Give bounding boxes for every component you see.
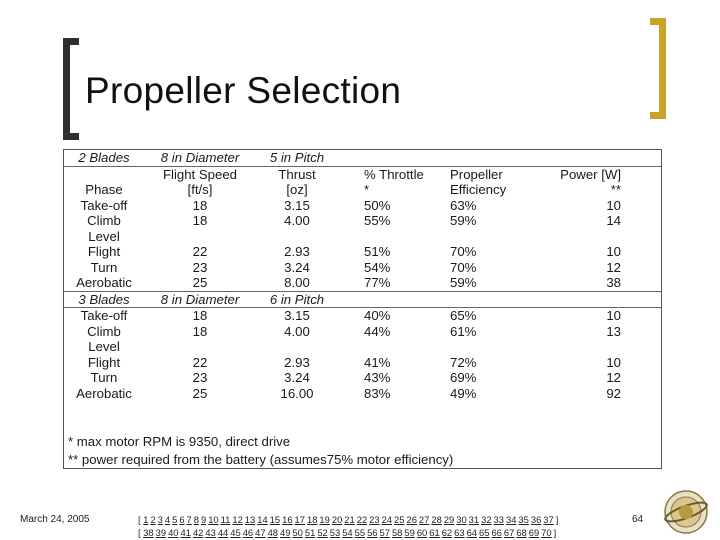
slide-link[interactable]: 61 (429, 527, 440, 538)
column-header: [oz] (286, 182, 308, 197)
slide-link[interactable]: 69 (528, 527, 540, 538)
table-cell: 18 (192, 197, 208, 213)
slide-title: Propeller Selection (85, 70, 402, 111)
table-cell: 54% (364, 259, 391, 275)
table-cell (338, 229, 420, 245)
table-cell: 41% (364, 354, 391, 370)
table-cell: 38 (606, 275, 621, 290)
section-label-empty (420, 291, 550, 308)
table-cell: 44% (364, 323, 391, 339)
table-cell: 18 (192, 213, 208, 228)
table-cell (144, 229, 256, 245)
table-cell: 43% (364, 370, 391, 385)
table-cell: 22 (192, 244, 208, 259)
slide-nav-links (138, 513, 623, 539)
bracket-open: [ (138, 527, 144, 538)
table-cell: Aerobatic (76, 385, 132, 401)
table-row (64, 213, 661, 229)
section-label-empty (550, 291, 661, 308)
university-seal-logo (662, 488, 710, 536)
slide-link[interactable]: 10 (208, 514, 219, 525)
table-cell: Turn (90, 370, 118, 385)
table-cell: 40% (364, 308, 391, 323)
column-header: Power [W] (560, 166, 621, 182)
slide-link[interactable]: 20 (331, 514, 343, 525)
slide-link[interactable]: 4 (164, 514, 171, 525)
table-cell: 22 (192, 354, 208, 370)
slide-link[interactable]: 15 (269, 514, 281, 525)
bracket-close: ] (555, 514, 559, 525)
slide-link[interactable]: 11 (220, 514, 231, 525)
column-header: Phase (85, 182, 123, 197)
table-cell (256, 229, 338, 245)
table-cell: 92 (606, 385, 621, 401)
title-bracket-left (63, 38, 79, 140)
slide-link[interactable]: 14 (257, 514, 268, 525)
table-row (64, 386, 661, 402)
section-label-empty (338, 291, 420, 308)
table-cell: 55% (364, 213, 391, 228)
column-header: Flight Speed (162, 166, 238, 182)
slide-link[interactable]: 60 (416, 527, 428, 538)
table-cell: 72% (450, 354, 477, 370)
table-cell (550, 339, 661, 355)
slide-link[interactable]: 21 (344, 514, 355, 525)
table-cell: 18 (192, 308, 208, 323)
table-cell: 10 (606, 308, 621, 323)
slide-link[interactable]: 52 (317, 527, 328, 538)
slide-link[interactable]: 51 (304, 527, 316, 538)
slide-link[interactable]: 63 (454, 527, 465, 538)
table-cell: 77% (364, 275, 391, 290)
table-cell: 10 (606, 244, 621, 259)
slide-link[interactable]: 48 (267, 527, 279, 538)
table-cell: Aerobatic (76, 275, 132, 290)
table-cell (144, 339, 256, 355)
slide-link[interactable]: 5 (172, 514, 178, 525)
table-row (64, 229, 661, 245)
slide-link[interactable]: 25 (394, 514, 405, 525)
column-header: % Throttle (364, 166, 424, 182)
table-cell: 3.24 (284, 370, 310, 385)
table-row (64, 370, 661, 386)
table-cell: 8.00 (284, 275, 310, 290)
table-row (64, 198, 661, 214)
table-cell: 4.00 (284, 213, 310, 228)
table-cell: Climb (87, 213, 121, 228)
slide-link[interactable]: 35 (518, 514, 529, 525)
slide-link[interactable]: 1 (143, 514, 149, 525)
slide-link[interactable]: 64 (466, 527, 478, 538)
slide-link[interactable]: 29 (443, 514, 455, 525)
slide-link[interactable]: 46 (242, 527, 254, 538)
table-cell: 12 (606, 370, 621, 385)
slide-link[interactable]: 19 (319, 514, 330, 525)
table-cell (256, 339, 338, 355)
table-row (64, 355, 661, 371)
slide-link[interactable]: 12 (232, 514, 243, 525)
slide-link[interactable]: 13 (244, 514, 256, 525)
table-cell: 49% (450, 385, 477, 401)
slide-link[interactable]: 37 (543, 514, 554, 525)
slide-link[interactable]: 36 (530, 514, 542, 525)
table-row (64, 275, 661, 291)
section-label: 8 in Diameter (144, 150, 256, 166)
table-cell: 12 (606, 259, 621, 275)
table-cell: 23 (192, 370, 208, 385)
slide-link[interactable]: 31 (468, 514, 480, 525)
slide-link[interactable]: 24 (381, 514, 393, 525)
table-cell: 65% (450, 308, 477, 323)
slide-link[interactable]: 32 (481, 514, 492, 525)
section-label: 6 in Pitch (256, 291, 338, 308)
table-cell: Take-off (80, 197, 128, 213)
table-cell: 51% (364, 244, 391, 259)
slide-link[interactable]: 58 (391, 527, 403, 538)
slide-link[interactable]: 28 (431, 514, 442, 525)
table-cell: 50% (364, 197, 391, 213)
column-header: Thrust (278, 166, 316, 182)
column-header: [ft/s] (187, 182, 213, 197)
table-cell: 18 (192, 323, 208, 339)
column-header (64, 166, 144, 182)
slide-link[interactable]: 17 (294, 514, 305, 525)
table-row (64, 339, 661, 355)
table-cell: Level (88, 228, 120, 244)
table-cell: Flight (87, 244, 121, 259)
table-cell: 63% (450, 197, 477, 213)
slide-link[interactable]: 30 (456, 514, 467, 525)
table-cell: 23 (192, 259, 208, 275)
column-header: * (364, 182, 370, 197)
slide-link[interactable]: 42 (192, 527, 204, 538)
column-header: Efficiency (450, 182, 507, 197)
table-cell: Take-off (80, 308, 128, 323)
table-cell: Flight (87, 354, 121, 370)
table-cell: 59% (450, 213, 477, 228)
slide-link[interactable]: 56 (367, 527, 378, 538)
slide-link[interactable]: 54 (342, 527, 353, 538)
slide-link[interactable]: 53 (329, 527, 341, 538)
table-cell: 2.93 (284, 354, 310, 370)
table-row (64, 308, 661, 324)
slide-link[interactable]: 40 (168, 527, 179, 538)
table-cell: Turn (90, 259, 118, 275)
slide-link[interactable]: 50 (292, 527, 303, 538)
table-cell: 25 (192, 275, 208, 290)
footnote-rpm: * max motor RPM is 9350, direct drive (68, 434, 291, 449)
table-cell (420, 339, 550, 355)
table-cell: 70% (450, 259, 477, 275)
slide-link[interactable]: 3 (157, 514, 163, 525)
section-label: 3 Blades (64, 291, 144, 308)
bracket-close: ] (553, 527, 557, 538)
slide-link[interactable]: 68 (516, 527, 527, 538)
table-cell: 25 (192, 385, 208, 401)
section-label-empty (550, 150, 661, 166)
slide-link[interactable]: 66 (491, 527, 502, 538)
section-label: 2 Blades (64, 150, 144, 166)
slide-link[interactable]: 49 (280, 527, 291, 538)
slide-link[interactable]: 47 (255, 527, 266, 538)
slide-date: March 24, 2005 (20, 514, 90, 525)
section-label-empty (420, 150, 550, 166)
slide-link[interactable]: 2 (150, 514, 156, 525)
table-cell: 70% (450, 244, 477, 259)
slide-link[interactable]: 59 (404, 527, 415, 538)
table-cell: Level (88, 339, 120, 354)
slide-link[interactable]: 65 (479, 527, 490, 538)
slide-link[interactable]: 8 (193, 514, 199, 525)
table-cell: 13 (606, 323, 621, 339)
section-header-row (64, 150, 661, 166)
slide-nav-line-1 (138, 513, 623, 526)
section-label: 8 in Diameter (144, 291, 256, 308)
slide-link[interactable]: 43 (205, 527, 216, 538)
slide-link[interactable]: 16 (282, 514, 293, 525)
table-cell: 4.00 (284, 323, 310, 339)
slide-link[interactable]: 7 (186, 514, 192, 525)
table-cell: 16.00 (280, 385, 314, 401)
slide-link[interactable]: 38 (143, 527, 154, 538)
table-cell: 2.93 (284, 244, 310, 259)
slide-link[interactable]: 23 (369, 514, 380, 525)
slide-link[interactable]: 45 (230, 527, 241, 538)
slide-link[interactable]: 70 (541, 527, 552, 538)
slide-link[interactable]: 62 (441, 527, 453, 538)
table-cell (420, 229, 550, 245)
table-cell: 3.15 (284, 308, 310, 323)
table-cell (338, 339, 420, 355)
section-label: 5 in Pitch (256, 150, 338, 166)
slide-link[interactable]: 22 (356, 514, 368, 525)
section-label-empty (338, 150, 420, 166)
table-cell: 3.24 (284, 259, 310, 275)
table-cell: 61% (450, 323, 477, 339)
slide-link[interactable]: 44 (217, 527, 229, 538)
column-header: Propeller (450, 166, 503, 182)
slide-link[interactable]: 33 (493, 514, 504, 525)
column-header: ** (610, 182, 621, 197)
table-cell (550, 229, 661, 245)
slide-link[interactable]: 9 (200, 514, 207, 525)
table-cell: 83% (364, 385, 391, 401)
footnotes (68, 433, 453, 469)
slide-link[interactable]: 6 (179, 514, 185, 525)
slide-nav-line-2 (138, 526, 623, 539)
table-cell: 14 (606, 213, 621, 228)
table-cell: Climb (87, 323, 121, 339)
slide-link[interactable]: 41 (180, 527, 191, 538)
slide-link[interactable]: 67 (503, 527, 515, 538)
slide-link[interactable]: 55 (354, 527, 366, 538)
table-cell: 10 (606, 354, 621, 370)
propeller-table (64, 150, 661, 401)
table-cell: 59% (450, 275, 477, 290)
slide-link[interactable]: 57 (379, 527, 390, 538)
table-cell: 69% (450, 370, 477, 385)
table-cell: 3.15 (284, 197, 310, 213)
table-row (64, 324, 661, 340)
table-cell: 10 (606, 197, 621, 213)
title-bracket-right (650, 18, 666, 119)
slide-link[interactable]: 26 (406, 514, 417, 525)
bracket-open: [ (138, 514, 144, 525)
column-header-row (64, 166, 661, 182)
footnote-power: ** power required from the battery (assumes75% motor efficiency) (68, 452, 454, 467)
section-header-row (64, 291, 661, 308)
page-number: 64 (632, 514, 644, 525)
slide-link[interactable]: 18 (306, 514, 318, 525)
table-row (64, 244, 661, 260)
table-row (64, 260, 661, 276)
slide-link[interactable]: 27 (418, 514, 430, 525)
slide-link[interactable]: 34 (505, 514, 517, 525)
column-header-row (64, 182, 661, 198)
slide-link[interactable]: 39 (155, 527, 167, 538)
